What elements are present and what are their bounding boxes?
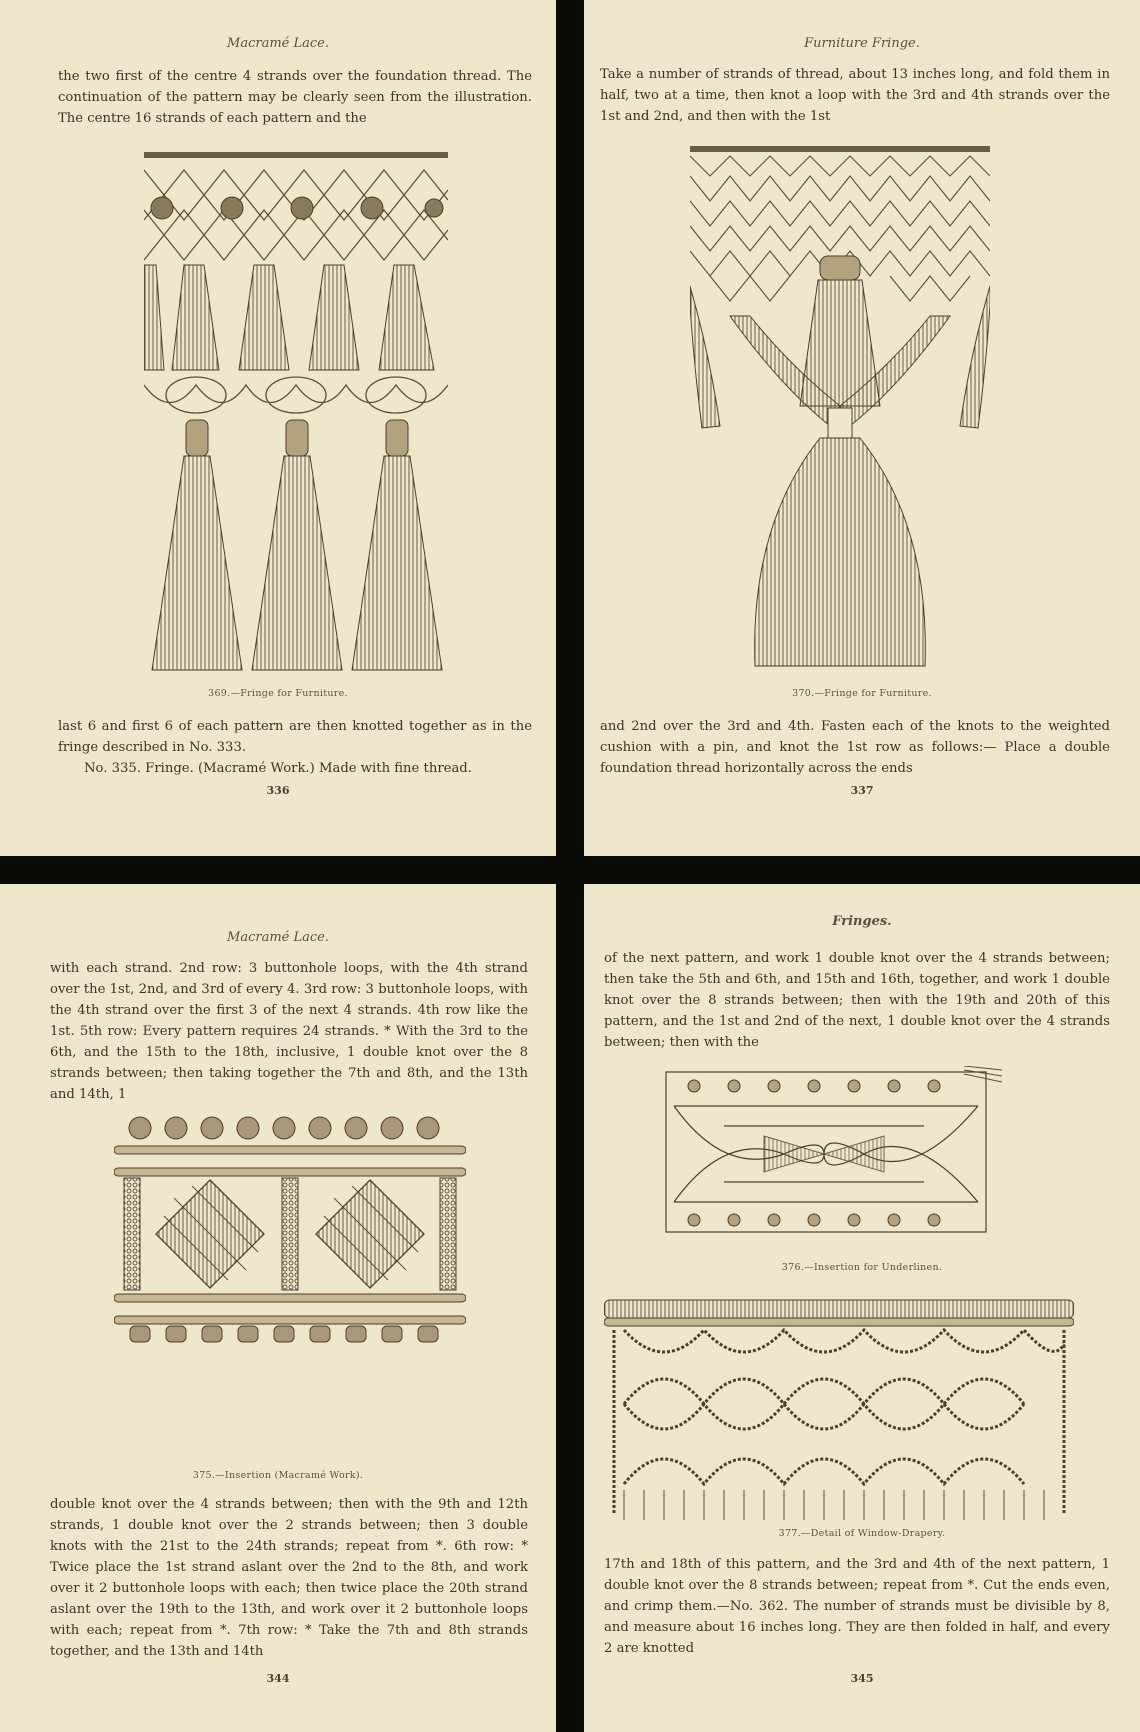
insertion-illustration-376 (664, 1066, 1004, 1242)
page-345 (584, 884, 1140, 1732)
figure-caption: 375.—Insertion (Macramé Work). (192, 1470, 364, 1481)
fringe-illustration-369 (144, 150, 448, 676)
page-number: 344 (266, 1672, 290, 1685)
running-header: Fringes. (832, 914, 892, 929)
bottom-paragraph: double knot over the 4 strands between; then with the 9th and 12th strands, 1 double knot over the 2 strands between; then 3 double knots with the 21st to the 24th strands; repeat from *. 6th row: * Twice place the 1st strand aslant over the 2nd to the 8th, and work over it 2 buttonhole loops with each; then twice place the 20th strand aslant over the 19th to the 13th, and work over it 2 buttonhole loops with each; repeat from *. 7th row: * Take the 7th and 8th strands together, and the 13th and 14th (50, 1497, 528, 1659)
insertion-illustration-375 (114, 1116, 466, 1344)
running-header: Macramé Lace. (227, 930, 329, 945)
page-337 (584, 0, 1140, 856)
section-heading: No. 335. Fringe. (Macramé Work.) Made with fine thread. (84, 761, 472, 776)
top-paragraph: with each strand. 2nd row: 3 buttonhole loops, with the 4th strand over the 1st, 2nd, and 3rd of every 4. 3rd row: 3 buttonhole loops, with the 4th strand over the first 3 of the next 4 strands. 4th row like the 1st. 5th row: Every pattern requires 24 strands. * With the 3rd to the 6th, and the 15th to the 18th, inclusive, 1 double knot over the 8 strands between; then taking together the 7th and 8th, and the 13th and 14th, 1 (50, 961, 528, 1102)
bottom-paragraph: and 2nd over the 3rd and 4th. Fasten each of the knots to the weighted cushion with a pin, and knot the 1st row as follows:— Place a double foundation thread horizontally across the ends (600, 719, 1110, 776)
drapery-illustration-377 (604, 1294, 1074, 1522)
figure-caption: 377.—Detail of Window-Drapery. (778, 1528, 946, 1539)
top-paragraph: Take a number of strands of thread, about 13 inches long, and fold them in half, two at a time, then knot a loop with the 3rd and 4th strands over the 1st and 2nd, and then with the 1st (600, 67, 1110, 124)
figure-caption: 369.—Fringe for Furniture. (208, 688, 348, 699)
page-number: 345 (850, 1672, 874, 1685)
running-header: Furniture Fringe. (804, 36, 920, 51)
running-header: Macramé Lace. (227, 36, 329, 51)
figure-caption: 370.—Fringe for Furniture. (792, 688, 932, 699)
page-number: 337 (850, 784, 874, 797)
top-paragraph: of the next pattern, and work 1 double knot over the 4 strands between; then take the 5th and 6th, and 15th and 16th, together, and work 1 double knot over the 8 strands between; then with the 19th and 20th of this pattern, and the 1st and 2nd of the next, 1 double knot over the 4 strands between; then with the (604, 951, 1110, 1050)
page-344 (0, 884, 556, 1732)
bottom-paragraph: 17th and 18th of this pattern, and the 3rd and 4th of the next pattern, 1 double knot over the 8 strands between; repeat from *. Cut the ends even, and crimp them.—No. 362. The number of strands must be divisible by 8, and measure about 16 inches long. They are then folded in half, and every 2 are knotted (604, 1557, 1110, 1656)
page-336 (0, 0, 556, 856)
figure-caption: 376.—Insertion for Underlinen. (781, 1262, 943, 1273)
page-number: 336 (266, 784, 290, 797)
bottom-paragraph: last 6 and first 6 of each pattern are then knotted together as in the fringe described in No. 333. (58, 719, 532, 755)
fringe-illustration-370 (690, 146, 990, 676)
top-paragraph: the two first of the centre 4 strands over the foundation thread. The continuation of the pattern may be clearly seen from the illustration. The centre 16 strands of each pattern and the (58, 69, 532, 126)
